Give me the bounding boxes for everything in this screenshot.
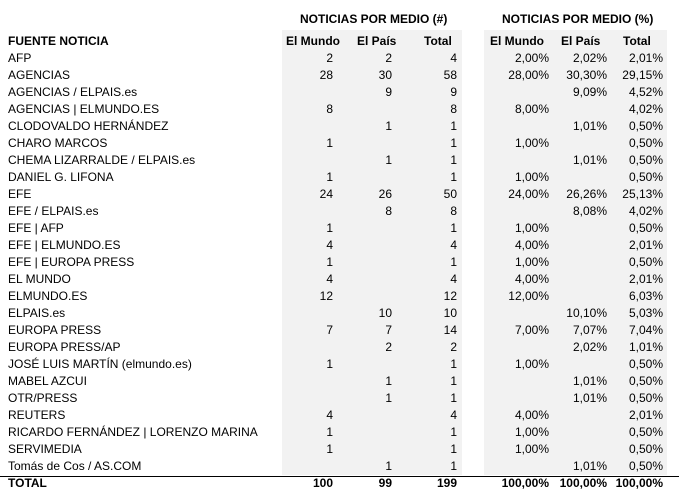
source-name-cell: EFE | AFP <box>8 221 64 235</box>
pct-pais-cell: 2,02% <box>572 51 607 65</box>
count-pais-cell: 1 <box>385 391 392 405</box>
pct-pais-cell <box>553 356 607 373</box>
table-row <box>0 390 679 407</box>
pct-mundo-cell <box>484 152 549 169</box>
pct-mundo-cell: 12,00% <box>508 289 549 303</box>
table-row <box>0 203 679 220</box>
count-total-cell: 2 <box>450 340 457 354</box>
pct-pais-cell: 1,01% <box>572 153 607 167</box>
table-row <box>0 373 679 390</box>
pct-mundo-cell: 1,00% <box>514 357 549 371</box>
count-pais-cell: 2 <box>385 51 392 65</box>
pct-pais-cell <box>553 254 607 271</box>
count-pais-cell <box>338 220 392 237</box>
count-mundo-cell: 12 <box>319 289 333 303</box>
pct-total-cell: 0,50% <box>628 459 663 473</box>
pct-pais-cell: 8,08% <box>572 204 607 218</box>
count-pais-cell <box>338 237 392 254</box>
count-total-cell: 8 <box>450 102 457 116</box>
pct-mundo-cell <box>484 118 549 135</box>
source-name-cell: AGENCIAS / ELPAIS.es <box>8 85 138 99</box>
pct-pais-cell <box>553 237 607 254</box>
count-total-cell: 1 <box>450 119 457 133</box>
count-total-cell: 1 <box>450 255 457 269</box>
count-pais-cell <box>338 407 392 424</box>
table-row <box>0 84 679 101</box>
source-name-cell: RICARDO FERNÁNDEZ | LORENZO MARINA <box>8 425 258 439</box>
count-pais-cell <box>338 254 392 271</box>
count-pais-cell <box>338 356 392 373</box>
pct-pais-cell: 7,07% <box>572 323 607 337</box>
pct-pais-cell: 1,01% <box>572 119 607 133</box>
pct-total-cell: 5,03% <box>628 306 663 320</box>
pct-mundo-cell: 2,00% <box>514 51 549 65</box>
count-mundo-cell: 4 <box>326 238 333 252</box>
count-total-cell: 1 <box>450 221 457 235</box>
pct-total-cell: 0,50% <box>628 170 663 184</box>
count-pais-cell <box>338 169 392 186</box>
source-name-cell: CHARO MARCOS <box>8 136 108 150</box>
count-pais-cell: 1 <box>385 119 392 133</box>
pct-pais-cell <box>553 169 607 186</box>
source-name-cell: CLODOVALDO HERNÁNDEZ <box>8 119 169 133</box>
table-row <box>0 169 679 186</box>
count-pais-cell <box>338 101 392 118</box>
count-total-cell: 1 <box>450 357 457 371</box>
pct-total-cell: 0,50% <box>628 136 663 150</box>
table-row <box>0 271 679 288</box>
source-name-cell: MABEL AZCUI <box>8 374 87 388</box>
count-mundo-cell <box>284 339 333 356</box>
pct-total-cell: 0,50% <box>628 221 663 235</box>
count-mundo-cell <box>284 84 333 101</box>
pct-total-cell: 2,01% <box>628 272 663 286</box>
pct-pais-cell: 26,26% <box>566 187 607 201</box>
count-pais-cell: 7 <box>385 323 392 337</box>
pct-total-cell: 0,50% <box>628 119 663 133</box>
pct-total-cell: 2,01% <box>628 238 663 252</box>
count-mundo-cell: 4 <box>326 272 333 286</box>
pct-total-cell: 0,50% <box>628 374 663 388</box>
pct-pais-cell <box>553 101 607 118</box>
pct-total-cell: 0,50% <box>628 153 663 167</box>
source-name-cell: EUROPA PRESS/AP <box>8 340 121 354</box>
count-mundo-cell: 8 <box>326 102 333 116</box>
pct-mundo-cell: 1,00% <box>514 170 549 184</box>
pct-pais-cell: 1,01% <box>572 391 607 405</box>
count-total-cell: 1 <box>450 170 457 184</box>
column-header-source: FUENTE NOTICIA <box>8 34 109 48</box>
count-pais-cell: 26 <box>378 187 392 201</box>
pct-total-cell: 0,50% <box>628 442 663 456</box>
pct-total-cell: 25,13% <box>622 187 663 201</box>
pct-mundo-cell: 1,00% <box>514 221 549 235</box>
table-row <box>0 458 679 475</box>
total-count-pais: 99 <box>378 476 392 490</box>
count-pais-cell <box>338 424 392 441</box>
source-name-cell: CHEMA LIZARRALDE / ELPAIS.es <box>8 153 196 167</box>
total-row <box>0 475 679 492</box>
pct-mundo-cell: 4,00% <box>514 408 549 422</box>
pct-mundo-cell: 24,00% <box>508 187 549 201</box>
count-mundo-cell: 24 <box>319 187 333 201</box>
pct-pais-cell: 2,02% <box>572 340 607 354</box>
count-mundo-cell <box>284 373 333 390</box>
count-mundo-cell <box>284 458 333 475</box>
source-name-cell: ELPAIS.es <box>8 306 66 320</box>
count-mundo-cell: 2 <box>326 51 333 65</box>
column-header-pct-mundo: El Mundo <box>490 34 544 48</box>
total-count-total: 199 <box>436 476 457 490</box>
column-header-pct-pais: El País <box>561 34 601 48</box>
count-pais-cell: 30 <box>378 68 392 82</box>
column-header-count-total: Total <box>424 34 452 48</box>
count-mundo-cell: 4 <box>326 408 333 422</box>
count-total-cell: 10 <box>443 306 457 320</box>
table-row <box>0 322 679 339</box>
total-pct-total: 100,00% <box>615 476 663 490</box>
count-total-cell: 1 <box>450 442 457 456</box>
pct-mundo-cell: 1,00% <box>514 425 549 439</box>
table-row <box>0 135 679 152</box>
pct-total-cell: 0,50% <box>628 357 663 371</box>
count-total-cell: 1 <box>450 425 457 439</box>
total-label: TOTAL <box>8 476 47 490</box>
pct-mundo-cell: 7,00% <box>514 323 549 337</box>
source-name-cell: EFE / ELPAIS.es <box>8 204 99 218</box>
count-total-cell: 14 <box>443 323 457 337</box>
table-row <box>0 254 679 271</box>
pct-pais-cell <box>553 424 607 441</box>
count-total-cell: 58 <box>443 68 457 82</box>
count-mundo-cell: 1 <box>326 425 333 439</box>
pct-pais-cell <box>553 407 607 424</box>
count-total-cell: 4 <box>450 272 457 286</box>
pct-pais-cell: 30,30% <box>566 68 607 82</box>
group-header-count: NOTICIAS POR MEDIO (#) <box>300 12 448 26</box>
pct-mundo-cell <box>484 373 549 390</box>
count-pais-cell <box>338 288 392 305</box>
table-row <box>0 356 679 373</box>
pct-total-cell: 0,50% <box>628 425 663 439</box>
count-total-cell: 4 <box>450 51 457 65</box>
column-header-count-mundo: El Mundo <box>286 34 340 48</box>
pct-total-cell: 2,01% <box>628 51 663 65</box>
total-pct-pais: 100,00% <box>559 476 607 490</box>
count-mundo-cell <box>284 203 333 220</box>
source-name-cell: REUTERS <box>8 408 66 422</box>
source-name-cell: AGENCIAS | ELMUNDO.ES <box>8 102 160 116</box>
count-pais-cell <box>338 441 392 458</box>
pct-total-cell: 1,01% <box>628 340 663 354</box>
pct-pais-cell: 1,01% <box>572 374 607 388</box>
pct-mundo-cell: 8,00% <box>514 102 549 116</box>
table-row <box>0 152 679 169</box>
pct-total-cell: 4,02% <box>628 204 663 218</box>
table-row <box>0 50 679 67</box>
source-name-cell: EFE | ELMUNDO.ES <box>8 238 121 252</box>
table-row <box>0 186 679 203</box>
count-pais-cell <box>338 135 392 152</box>
pct-mundo-cell: 4,00% <box>514 238 549 252</box>
table-row <box>0 424 679 441</box>
pct-total-cell: 29,15% <box>622 68 663 82</box>
table-row <box>0 67 679 84</box>
count-total-cell: 4 <box>450 238 457 252</box>
pct-pais-cell <box>553 135 607 152</box>
count-total-cell: 1 <box>450 153 457 167</box>
total-pct-mundo: 100,00% <box>501 476 549 490</box>
table-row <box>0 441 679 458</box>
count-pais-cell: 2 <box>385 340 392 354</box>
count-mundo-cell: 1 <box>326 255 333 269</box>
count-mundo-cell: 28 <box>319 68 333 82</box>
pct-pais-cell <box>553 220 607 237</box>
count-mundo-cell <box>284 118 333 135</box>
source-name-cell: OTR/PRESS <box>8 391 78 405</box>
count-mundo-cell: 1 <box>326 136 333 150</box>
count-pais-cell: 1 <box>385 374 392 388</box>
pct-total-cell: 4,02% <box>628 102 663 116</box>
count-mundo-cell: 1 <box>326 442 333 456</box>
count-total-cell: 1 <box>450 391 457 405</box>
count-mundo-cell: 1 <box>326 357 333 371</box>
pct-total-cell: 2,01% <box>628 408 663 422</box>
pct-total-cell: 7,04% <box>628 323 663 337</box>
group-header-percent: NOTICIAS POR MEDIO (%) <box>502 12 654 26</box>
count-total-cell: 1 <box>450 136 457 150</box>
count-mundo-cell: 7 <box>326 323 333 337</box>
pct-pais-cell <box>553 441 607 458</box>
count-total-cell: 50 <box>443 187 457 201</box>
count-pais-cell: 1 <box>385 153 392 167</box>
count-pais-cell: 10 <box>378 306 392 320</box>
total-count-mundo: 100 <box>312 476 333 490</box>
table-row <box>0 237 679 254</box>
pct-mundo-cell <box>484 390 549 407</box>
pct-mundo-cell <box>484 203 549 220</box>
source-name-cell: AGENCIAS <box>8 68 71 82</box>
source-name-cell: EFE | EUROPA PRESS <box>8 255 135 269</box>
pct-mundo-cell: 1,00% <box>514 136 549 150</box>
count-pais-cell: 8 <box>385 204 392 218</box>
source-name-cell: JOSÉ LUIS MARTÍN (elmundo.es) <box>8 357 192 371</box>
count-total-cell: 1 <box>450 374 457 388</box>
table-row <box>0 118 679 135</box>
count-mundo-cell: 1 <box>326 221 333 235</box>
count-total-cell: 9 <box>450 85 457 99</box>
source-name-cell: EUROPA PRESS <box>8 323 102 337</box>
table-row <box>0 101 679 118</box>
table-row <box>0 407 679 424</box>
source-name-cell: Tomás de Cos / AS.COM <box>8 459 142 473</box>
count-pais-cell: 9 <box>385 85 392 99</box>
count-mundo-cell <box>284 390 333 407</box>
pct-mundo-cell: 1,00% <box>514 255 549 269</box>
table-row <box>0 220 679 237</box>
pct-total-cell: 6,03% <box>628 289 663 303</box>
pct-pais-cell: 10,10% <box>566 306 607 320</box>
table-row <box>0 288 679 305</box>
pct-mundo-cell <box>484 305 549 322</box>
source-name-cell: EFE <box>8 187 32 201</box>
count-mundo-cell <box>284 305 333 322</box>
pct-total-cell: 0,50% <box>628 391 663 405</box>
pct-pais-cell <box>553 271 607 288</box>
table-row <box>0 339 679 356</box>
pct-pais-cell: 9,09% <box>572 85 607 99</box>
pct-mundo-cell: 4,00% <box>514 272 549 286</box>
count-pais-cell <box>338 271 392 288</box>
source-name-cell: SERVIMEDIA <box>8 442 82 456</box>
source-name-cell: DANIEL G. LIFONA <box>8 170 114 184</box>
count-pais-cell: 1 <box>385 459 392 473</box>
pct-total-cell: 4,52% <box>628 85 663 99</box>
pct-total-cell: 0,50% <box>628 255 663 269</box>
count-total-cell: 4 <box>450 408 457 422</box>
pct-pais-cell <box>553 288 607 305</box>
count-total-cell: 12 <box>443 289 457 303</box>
count-total-cell: 1 <box>450 459 457 473</box>
pct-pais-cell: 1,01% <box>572 459 607 473</box>
pct-mundo-cell <box>484 458 549 475</box>
pct-mundo-cell: 28,00% <box>508 68 549 82</box>
column-header-count-pais: El País <box>357 34 397 48</box>
pct-mundo-cell <box>484 84 549 101</box>
source-name-cell: EL MUNDO <box>8 272 71 286</box>
count-mundo-cell: 1 <box>326 170 333 184</box>
source-name-cell: ELMUNDO.ES <box>8 289 88 303</box>
pct-mundo-cell: 1,00% <box>514 442 549 456</box>
table-row <box>0 305 679 322</box>
source-name-cell: AFP <box>8 51 32 65</box>
column-header-pct-total: Total <box>623 34 651 48</box>
pct-mundo-cell <box>484 339 549 356</box>
count-mundo-cell <box>284 152 333 169</box>
count-total-cell: 8 <box>450 204 457 218</box>
